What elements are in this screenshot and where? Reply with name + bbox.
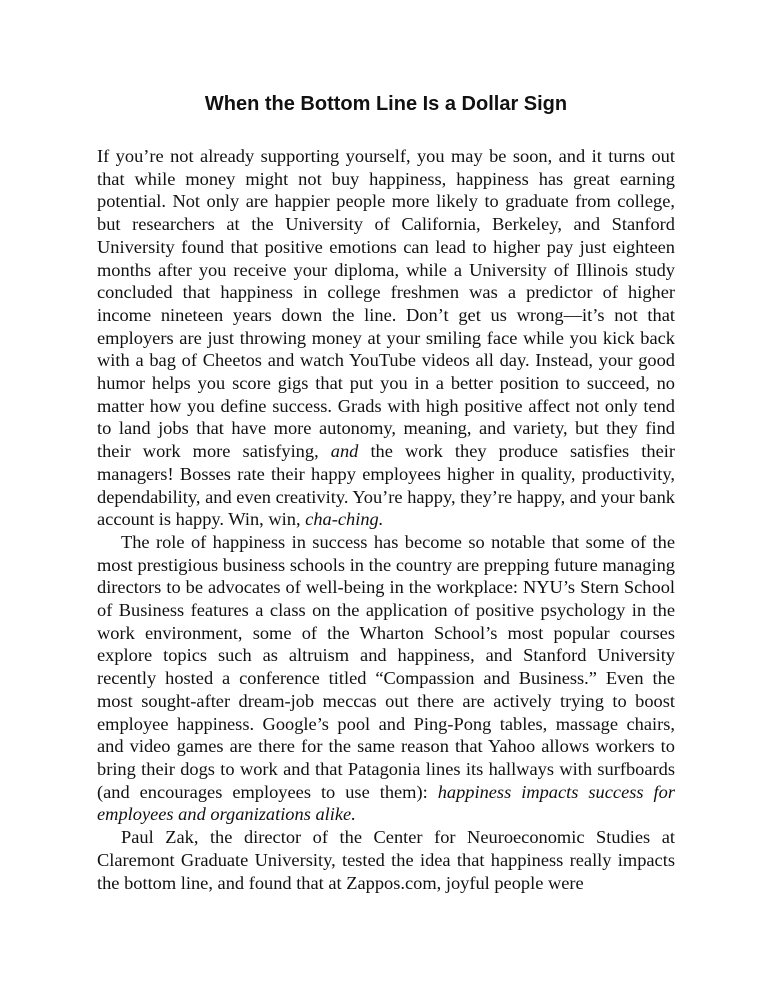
paragraph-3-text-1: Paul Zak, the director of the Center for Neuroeconomic Studies at Claremont Graduate University, tested the idea that happiness really impacts the bottom line, and found that at Zappos.com, joyful people were: [97, 827, 675, 893]
paragraph-2: [97, 531, 675, 826]
page-title: When the Bottom Line Is a Dollar Sign: [204, 93, 568, 115]
paragraph-1-emphasis-and: and: [330, 441, 359, 462]
paragraph-1-text-2: the work they produce satisfies their managers! Bosses rate their happy employees higher in quality, productivity, dependability, and even creativity. You’re happy, they’re happy, and your bank account is happy. Win, win,: [97, 441, 675, 530]
body-text: [97, 145, 675, 894]
paragraph-2-emphasis-happiness-impacts: happiness impacts success for employees and organizations alike.: [97, 781, 675, 825]
paragraph-1-emphasis-cha-ching: cha-ching.: [305, 509, 384, 530]
paragraph-1-text-1: If you’re not already supporting yourself, you may be soon, and it turns out that while money might not buy happiness, happiness has great earning potential. Not only are happier people more likely to graduate from college, but researchers at the University of California, Berkeley, and Stanford University found that positive emotions can lead to higher pay just eighteen months after you receive your diploma, while a University of Illinois study concluded that happiness in college freshmen was a predictor of higher income nineteen years down the line. Don’t get us wrong—it’s not that employers are just throwing money at your smiling face while you kick back with a bag of Cheetos and watch YouTube videos all day. Instead, your good humor helps you score gigs that put you in a better position to succeed, no matter how you define success. Grads with high positive affect not only tend to land jobs that have more autonomy, meaning, and variety, but they find their work more satisfying,: [97, 146, 675, 462]
paragraph-1: [97, 145, 675, 531]
paragraph-2-text-1: The role of happiness in success has become so notable that some of the most prestigious business schools in the country are prepping future managing directors to be advocates of well-being in the workplace: NYU’s Stern School of Business features a class on the application of positive psychology in the work environment, some of the Wharton School’s most popular courses explore topics such as altruism and happiness, and Stanford University recently hosted a conference titled “Compassion and Business.” Even the most sought-after dream-job meccas out there are actively trying to boost employee happiness. Google’s pool and Ping-Pong tables, massage chairs, and video games are there for the same reason that Yahoo allows workers to bring their dogs to work and that Patagonia lines its hallways with surfboards (and encourages employees to use them):: [97, 531, 675, 802]
paragraph-3: [97, 826, 675, 894]
